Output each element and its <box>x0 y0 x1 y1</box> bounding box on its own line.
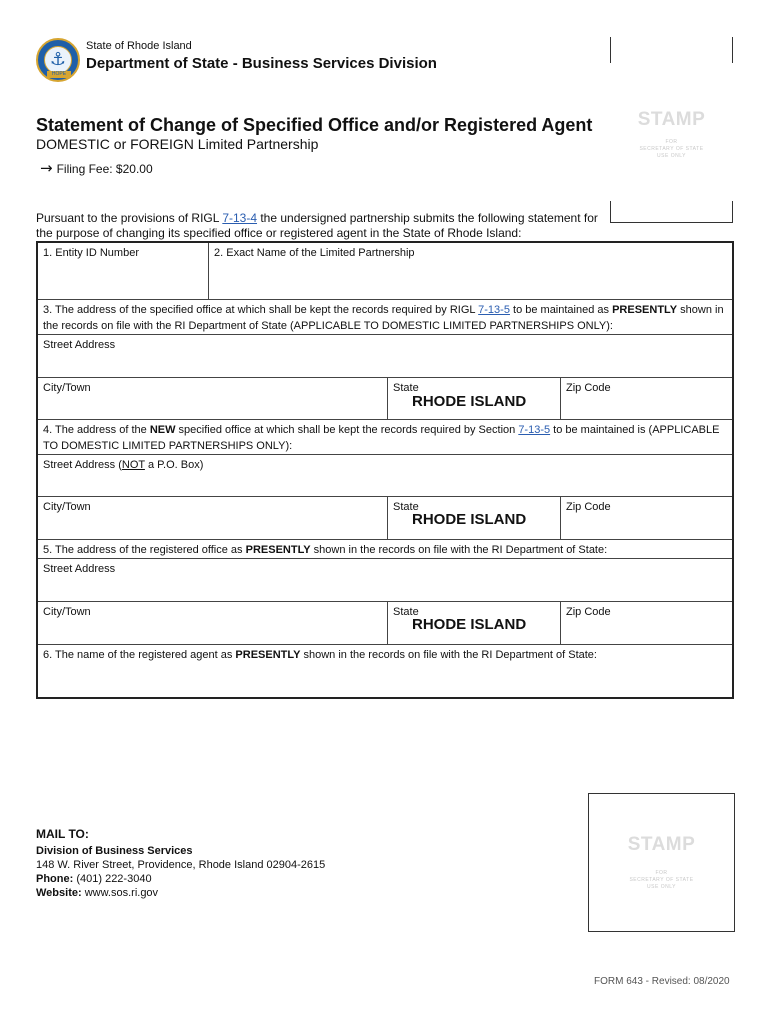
seal-banner: HOPE <box>47 71 71 78</box>
s5-zip-field[interactable] <box>561 602 734 644</box>
department-title: Department of State - Business Services Division <box>86 55 437 72</box>
s4-bold: NEW <box>149 424 176 436</box>
mail-heading: MAIL TO: <box>36 827 89 841</box>
city-label: City/Town <box>43 501 91 513</box>
intro-statement <box>36 211 616 241</box>
zip-label: Zip Code <box>566 501 611 513</box>
zip-label: Zip Code <box>566 606 611 618</box>
form-table <box>36 241 734 699</box>
s3-mid: to be maintained as <box>509 304 613 316</box>
partnership-name-field[interactable] <box>209 243 734 299</box>
entity-id-label: 1. Entity ID Number <box>43 247 139 259</box>
seal-inner <box>44 46 72 74</box>
s5-bold: PRESENTLY <box>245 544 311 556</box>
form-subtitle: DOMESTIC or FOREIGN Limited Partnership <box>36 136 319 152</box>
s4-city-field[interactable] <box>38 497 387 539</box>
website-label: Website: <box>36 887 82 899</box>
s5-state-value: RHODE ISLAND <box>412 616 527 633</box>
state-label: State <box>393 382 419 394</box>
filing-fee <box>40 159 153 177</box>
website-value[interactable]: www.sos.ri.gov <box>81 887 159 899</box>
s5-city-field[interactable] <box>38 602 387 644</box>
state-label: State <box>393 501 419 513</box>
stamp-word: STAMP <box>637 109 706 130</box>
s5-street-field[interactable] <box>38 559 734 601</box>
s5-pre: 5. The address of the registered office as <box>43 544 246 556</box>
s4-post: to be maintained is (APPLICABLE TO DOMESTIC LIMITED PARTNERSHIPS ONLY): <box>43 424 720 452</box>
stamp-note-1: FOR <box>665 139 678 145</box>
partnership-name-label: 2. Exact Name of the Limited Partnership <box>214 247 415 259</box>
section-3-text <box>38 300 734 334</box>
state-seal-logo <box>36 38 80 82</box>
s6-bold: PRESENTLY <box>235 649 301 661</box>
mail-division: Division of Business Services <box>36 845 193 857</box>
state-label: State <box>393 606 419 618</box>
s3-bold: PRESENTLY <box>612 304 678 316</box>
s3-state-value: RHODE ISLAND <box>412 393 527 410</box>
arrow-right-icon: → <box>40 159 53 177</box>
s4-zip-field[interactable] <box>561 497 734 539</box>
s5-post: shown in the records on file with the RI Department of State: <box>310 544 608 556</box>
section-link-7-13-5[interactable]: 7-13-5 <box>518 424 551 436</box>
s6-pre: 6. The name of the registered agent as <box>43 649 236 661</box>
city-label: City/Town <box>43 606 91 618</box>
intro-pre: Pursuant to the provisions of RIGL <box>36 211 223 225</box>
street-new-not: NOT <box>121 459 145 471</box>
s4-mid: specified office at which shall be kept the records required by Section <box>175 424 519 436</box>
mail-website <box>36 886 325 900</box>
anchor-icon: ⚓ <box>49 49 67 70</box>
s4-state-value: RHODE ISLAND <box>412 511 527 528</box>
section-4-text <box>38 420 734 454</box>
s3-post: shown in the records on file with the RI Department of State (APPLICABLE TO DOMESTIC LIMITED PARTNERSHIPS ONLY): <box>43 304 724 332</box>
stamp-note-3: USE ONLY <box>657 153 686 159</box>
form-footer: FORM 643 - Revised: 08/2020 <box>594 976 730 987</box>
stamp-note-2: SECRETARY OF STATE <box>639 146 704 152</box>
mail-address: 148 W. River Street, Providence, Rhode Island 02904-2615 <box>36 859 326 871</box>
stamp-box-bottom <box>588 793 735 932</box>
street-new-pre: Street Address ( <box>43 459 122 471</box>
rigl-link-7-13-5[interactable]: 7-13-5 <box>478 304 510 316</box>
intro-post: the undersigned partnership submits the following statement for the purpose of changing its specified office or registered agent in the State of Rhode Island: <box>36 211 598 240</box>
stamp-note-bottom-1: FOR <box>655 870 668 876</box>
stamp-note-bottom-3: USE ONLY <box>647 884 676 890</box>
s4-street-field[interactable] <box>38 455 734 497</box>
state-label: State of Rhode Island <box>86 40 192 52</box>
stamp-word-bottom: STAMP <box>627 834 696 855</box>
section-5-text <box>38 540 734 558</box>
s6-post: shown in the records on file with the RI Department of State: <box>300 649 597 661</box>
s3-pre: 3. The address of the specified office at which shall be kept the records required by RIGL <box>43 304 479 316</box>
street-label: Street Address <box>43 563 116 575</box>
zip-label: Zip Code <box>566 382 611 394</box>
form-title: Statement of Change of Specified Office and/or Registered Agent <box>36 115 593 135</box>
phone-label: Phone: <box>36 873 74 885</box>
street-label: Street Address <box>43 339 116 351</box>
s3-street-field[interactable] <box>38 335 734 377</box>
s4-pre: 4. The address of the <box>43 424 150 436</box>
phone-value: (401) 222-3040 <box>73 873 152 885</box>
rigl-link-7-13-4[interactable]: 7-13-4 <box>222 211 258 225</box>
stamp-note-bottom-2: SECRETARY OF STATE <box>629 877 694 883</box>
registered-agent-field[interactable] <box>38 645 734 697</box>
stamp-box-top <box>610 37 733 223</box>
entity-id-field[interactable] <box>38 243 208 299</box>
filing-fee-text: Filing Fee: $20.00 <box>56 162 153 176</box>
s3-city-field[interactable] <box>38 378 387 419</box>
street-new-post: a P.O. Box) <box>144 459 204 471</box>
mail-phone <box>36 872 325 886</box>
s3-zip-field[interactable] <box>561 378 734 419</box>
city-label: City/Town <box>43 382 91 394</box>
mail-to-block <box>36 827 325 900</box>
